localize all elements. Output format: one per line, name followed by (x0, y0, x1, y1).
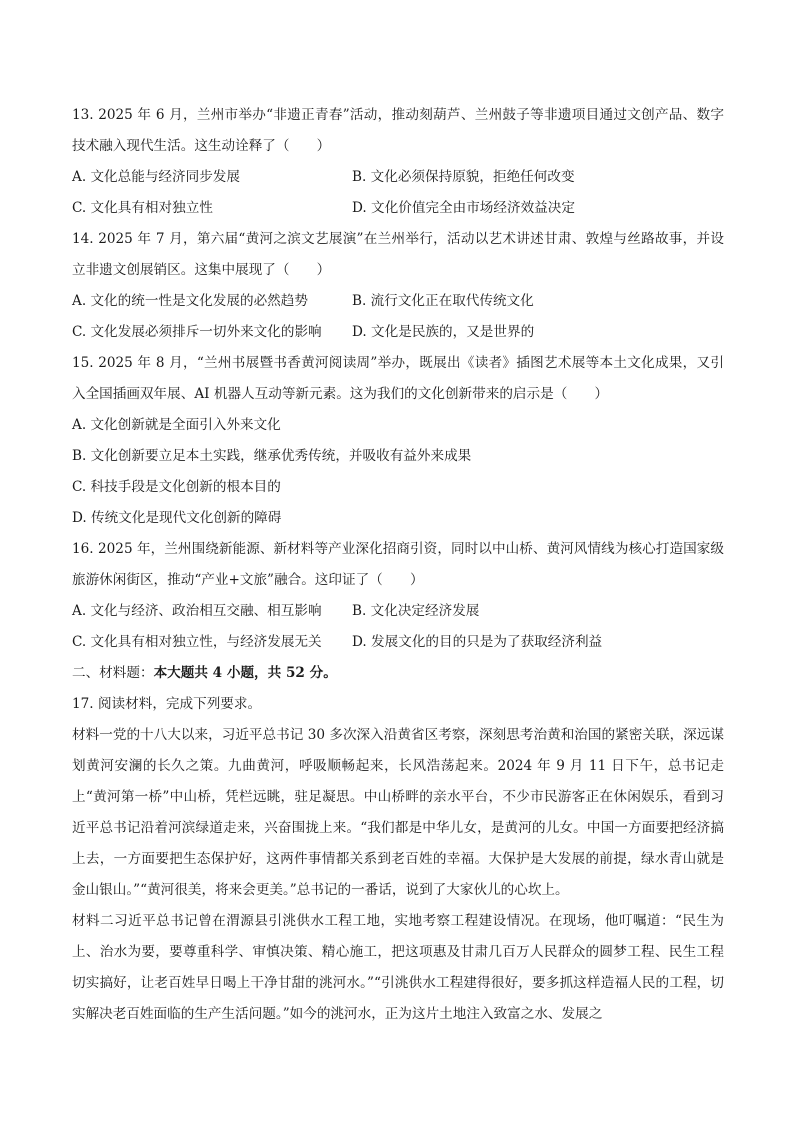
exam-page (72, 100, 724, 1030)
question-16-stem: 16. 2025 年，兰州围绕新能源、新材料等产业深化招商引资，同时以中山桥、黄河风情线为核心打造国家级旅游休闲街区，推动“产业+文旅”融合。这印证了（ ） (72, 541, 724, 588)
question-16-option-b: B. 文化决定经济发展 (352, 603, 480, 619)
question-14-option-a: A. 文化的统一性是文化发展的必然趋势 (72, 293, 308, 309)
section-2-description: 本大题共 4 小题，共 52 分。 (153, 665, 337, 681)
question-14-options-row-1 (72, 286, 724, 317)
question-14-option-c: C. 文化发展必须排斥一切外来文化的影响 (72, 324, 322, 340)
section-2-header (72, 658, 724, 689)
question-16-option-a: A. 文化与经济、政治相互交融、相互影响 (72, 603, 322, 619)
question-13-options-row-1 (72, 162, 724, 193)
question-13-stem: 13. 2025 年 6 月，兰州市举办“非遗正青春”活动，推动刻葫芦、兰州鼓子等非遗项目通过文创产品、数字技术融入现代生活。这生动诠释了（ ） (72, 107, 724, 154)
question-16-option-d: D. 发展文化的目的只是为了获取经济利益 (352, 634, 603, 650)
question-17-material-2: 材料二习近平总书记曾在渭源县引洮供水工程工地，实地考察工程建设情况。在现场，他叮嘱道：“民生为上、治水为要，要尊重科学、审慎决策、精心施工，把这项惠及甘肃几百万人民群众的圆梦工程、民生工程切实搞好，让老百姓早日喝上干净甘甜的洮河水。”“引洮供水工程建得很好，要多抓这样造福人民的工程，切实解决老百姓面临的生产生活问题。”如今的洮河水，正为这片土地注入致富之水、发展之 (72, 913, 724, 1022)
question-13-option-d: D. 文化价值完全由市场经济效益决定 (352, 200, 575, 216)
question-15-option-a: A. 文化创新就是全面引入外来文化 (72, 417, 281, 433)
question-15-option-d: D. 传统文化是现代文化创新的障碍 (72, 510, 282, 526)
question-17-material-1: 材料一党的十八大以来，习近平总书记 30 多次深入沿黄省区考察，深刻思考治黄和治国的紧密关联，深远谋划黄河安澜的长久之策。九曲黄河，呼吸顺畅起来，长风浩荡起来。2024 年 9 月 11 日下午，总书记走上“黄河第一桥”中山桥，凭栏远眺，驻足凝思。中山桥畔的亲水平台，不少市民游客正在休闲娱乐，看到习近平总书记沿着河滨绿道走来，兴奋围拢上来。“我们都是中华儿女，是黄河的儿女。中国一方面要把经济搞上去，一方面要把生态保护好，这两件事情都关系到老百姓的幸福。大保护是大发展的前提，绿水青山就是金山银山。”“黄河很美，将来会更美。”总书记的一番话，说到了大家伙儿的心坎上。 (72, 727, 724, 898)
question-13-options-row-2 (72, 193, 724, 224)
question-14-option-d: D. 文化是民族的，又是世界的 (352, 324, 535, 340)
question-13-option-b: B. 文化必须保持原貌，拒绝任何改变 (352, 169, 575, 185)
question-13-option-a: A. 文化总能与经济同步发展 (72, 169, 240, 185)
question-16-options-row-1 (72, 596, 724, 627)
question-14-stem: 14. 2025 年 7 月，第六届“黄河之滨文艺展演”在兰州举行，活动以艺术讲述甘肃、敦煌与丝路故事，并设立非遗文创展销区。这集中展现了（ ） (72, 231, 724, 278)
question-15-option-b: B. 文化创新要立足本土实践，继承优秀传统，并吸收有益外来成果 (72, 448, 472, 464)
question-15-option-c: C. 科技手段是文化创新的根本目的 (72, 479, 281, 495)
question-14-option-b: B. 流行文化正在取代传统文化 (352, 293, 534, 309)
question-13-option-c: C. 文化具有相对独立性 (72, 200, 213, 216)
section-2-title: 二、材料题： (72, 665, 154, 681)
question-14-options-row-2 (72, 317, 724, 348)
question-15-stem: 15. 2025 年 8 月，“兰州书展暨书香黄河阅读周”举办，既展出《读者》插图艺术展等本土文化成果，又引入全国插画双年展、AI 机器人互动等新元素。这为我们的文化创新带来的启示是（ ） (72, 355, 724, 402)
question-17-stem: 17. 阅读材料，完成下列要求。 (72, 696, 262, 712)
question-16-options-row-2 (72, 627, 724, 658)
question-16-option-c: C. 文化具有相对独立性，与经济发展无关 (72, 634, 322, 650)
